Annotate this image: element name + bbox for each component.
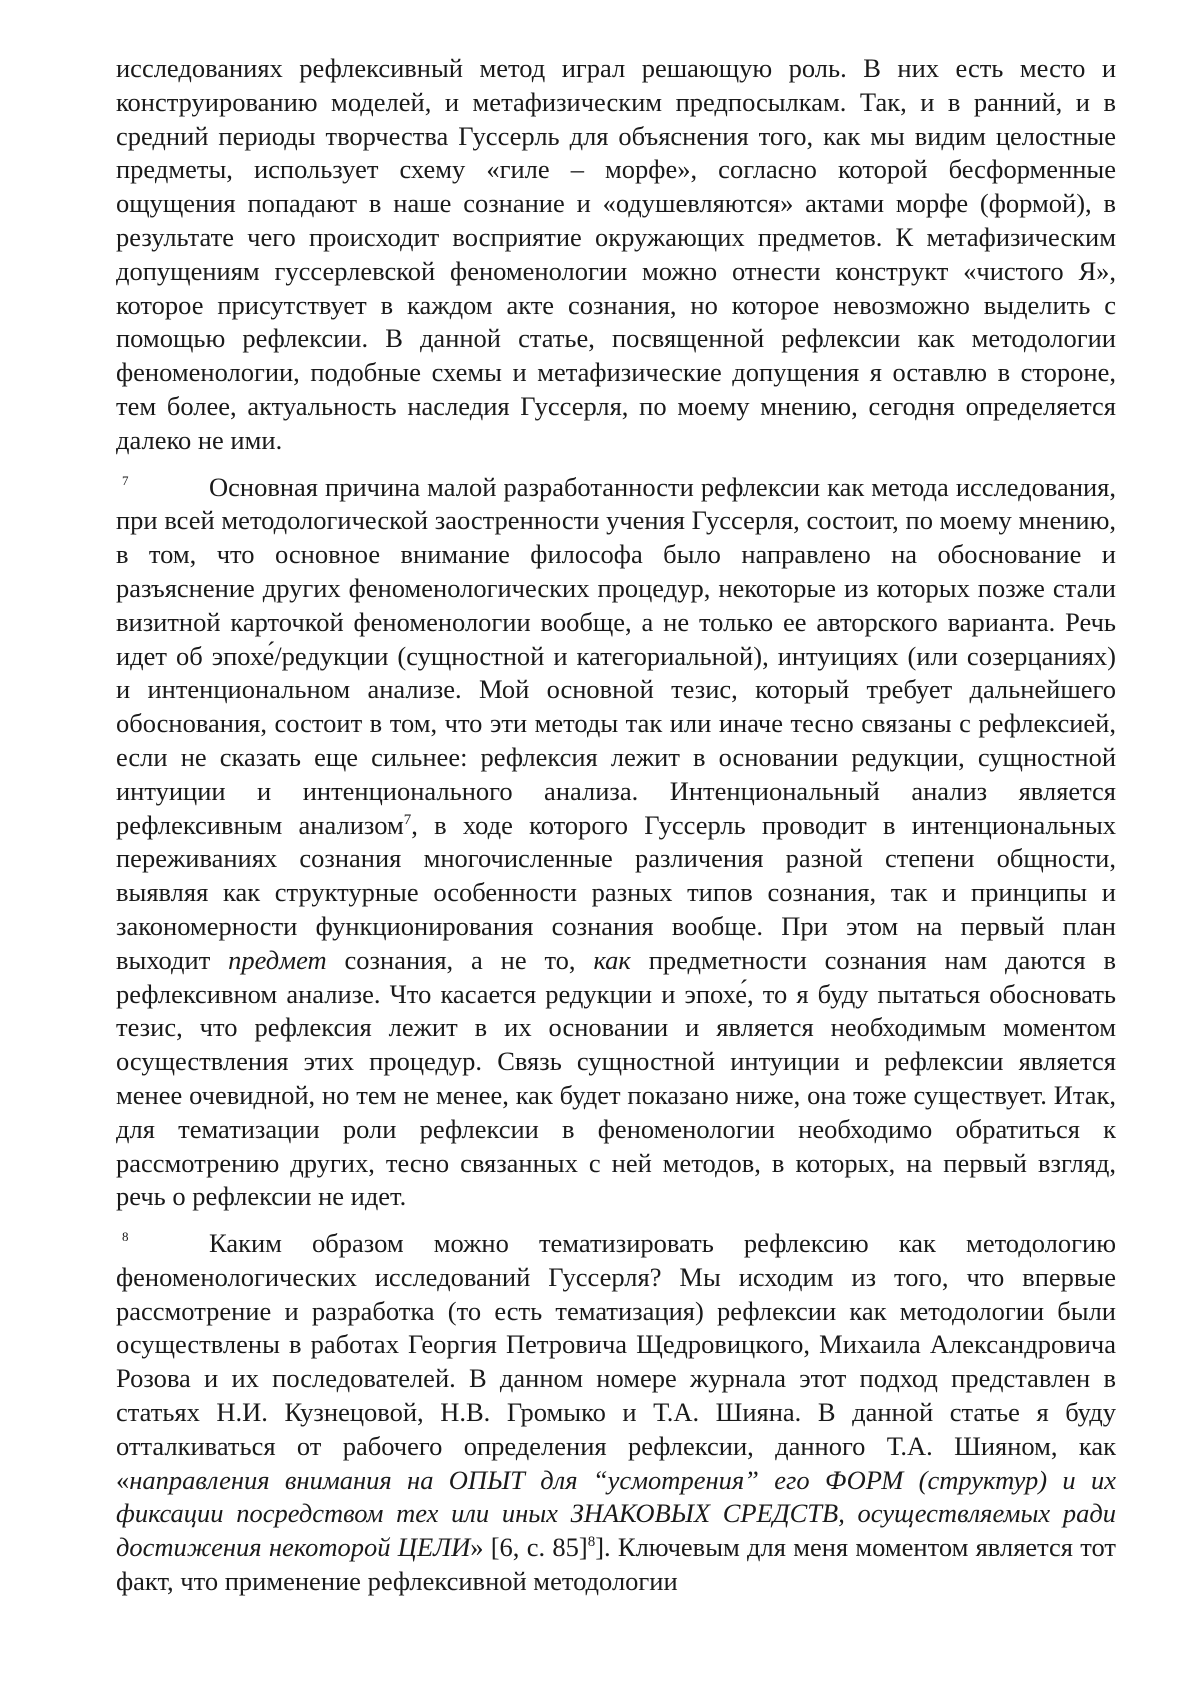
footnote-ref: 8 (587, 1534, 596, 1551)
text-run: » [6, с. 85] (470, 1532, 588, 1563)
emphasized-text: предмет (228, 944, 327, 975)
emphasized-text: направления внимания на ОПЫТ для “усмотрения” его ФОРМ (структур) и их фиксации посредством тех или иных ЗНАКОВЫХ СРЕДСТВ, осуществляемых ради достижения некоторой ЦЕЛИ (116, 1464, 1116, 1563)
text-run: ]. Ключевым для меня моментом является тот факт, что применение рефлексивной методологии (116, 1532, 1116, 1597)
paragraph-number: 8 (122, 1229, 129, 1245)
text-run: предметности сознания нам даются в рефлексивном анализе. Что касается редукции и эпохе́, то я буду пытаться обосновать тезис, что рефлексия лежит в их основании и является необходимым моментом осуществления этих процедур. Связь сущностной интуиции и рефлексии является менее очевидной, но тем не менее, как будет показано ниже, она тоже существует. Итак, для тематизации роли рефлексии в феноменологии необходимо обратиться к рассмотрению других, тесно связанных с ней методов, в которых, на первый взгляд, речь о рефлексии не идет. (116, 944, 1116, 1212)
emphasized-text: как (593, 944, 631, 975)
text-run: исследованиях рефлексивный метод играл решающую роль. В них есть место и конструированию моделей, и метафизическим предпосылкам. Так, и в ранний, и в средний периоды творчества Гуссерль для объяснения того, как мы видим целостные предметы, использует схему «гиле – морфе», согласно которой бесформенные ощущения попадают в наше сознание и «одушевляются» актами морфе (формой), в результате чего происходит восприятие окружающих предметов. К метафизическим допущениям гуссерлевской феноменологии можно отнести конструкт «чистого Я», которое присутствует в каждом акте сознания, но которое невозможно выделить с помощью рефлексии. В данной статье, посвященной рефлексии как методологии феноменологии, подобные схемы и метафизические допущения я оставлю в стороне, тем более, актуальность наследия Гуссерля, по моему мнению, сегодня определяется далеко не ими. (116, 53, 1116, 455)
paragraph (116, 471, 1116, 1215)
paragraph-number: 7 (122, 472, 129, 488)
text-run: , в ходе которого Гуссерль проводит в интенциональных переживаниях сознания многочисленные различения разной степени общности, выявляя как структурные особенности разных типов сознания, так и принципы и закономерности функционирования сознания вообще. При этом на первый план выходит (116, 809, 1117, 975)
footnote-ref: 7 (403, 811, 412, 828)
paragraph (116, 1227, 1116, 1599)
paragraph (116, 52, 1116, 458)
body-text (116, 52, 1116, 1599)
text-run: Основная причина малой разработанности рефлексии как метода исследования, при всей методологической заостренности учения Гуссерля, состоит, по моему мнению, в том, что основное внимание философа было направлено на обоснование и разъяснение других феноменологических процедур, некоторые из которых позже стали визитной карточкой феноменологии вообще, а не только ее авторского варианта. Речь идет об эпохе́/редукции (сущностной и категориальной), интуициях (или созерцаниях) и интенциональном анализе. Мой основной тезис, который требует дальнейшего обоснования, состоит в том, что эти методы так или иначе тесно связаны с рефлексией, если не сказать еще сильнее: рефлексия лежит в основании редукции, сущностной интуиции и интенционального анализа. Интенциональный анализ является рефлексивным анализом (116, 471, 1116, 840)
text-run: сознания, а не то, (326, 944, 594, 975)
text-run: Каким образом можно тематизировать рефлексию как методологию феноменологических исследований Гуссерля? Мы исходим из того, что впервые рассмотрение и разработка (то есть тематизация) рефлексии как методологии были осуществлены в работах Георгия Петровича Щедровицкого, Михаила Александровича Розова и их последователей. В данном номере журнала этот подход представлен в статьях Н.И. Кузнецовой, Н.В. Громыко и Т.А. Шияна. В данной статье я буду отталкиваться от рабочего определения рефлексии, данного Т.А. Шияном, как « (116, 1228, 1116, 1495)
